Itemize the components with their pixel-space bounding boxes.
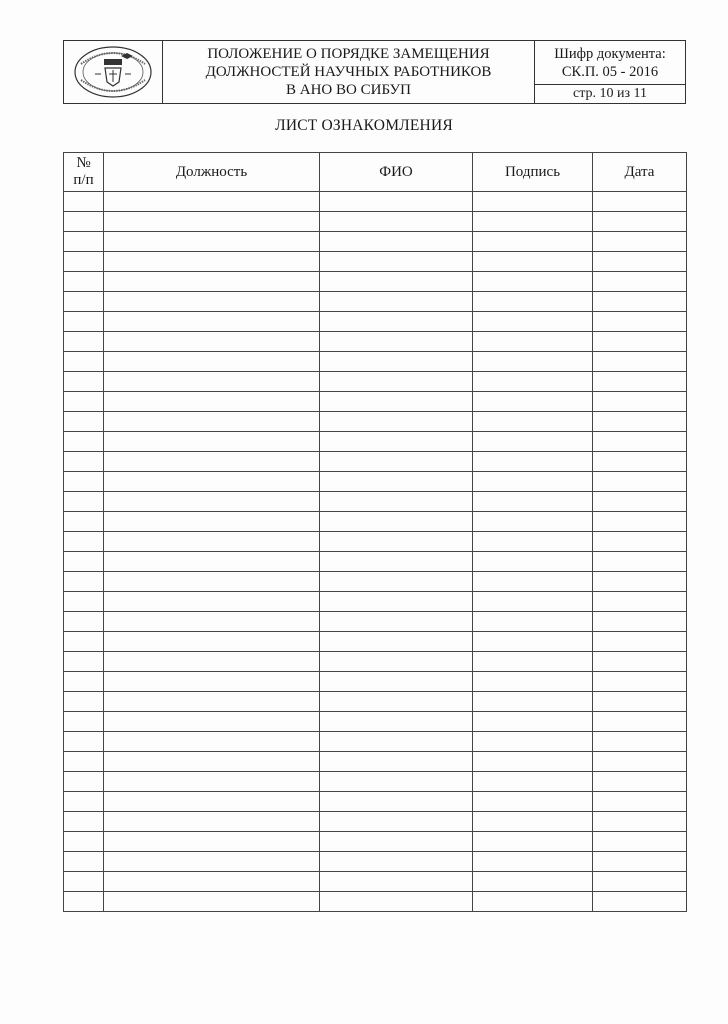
cell-name <box>320 452 473 472</box>
cell-name <box>320 192 473 212</box>
table-body <box>64 192 687 912</box>
cell-number <box>64 872 104 892</box>
cell-date <box>593 632 687 652</box>
cell-position <box>104 212 320 232</box>
cell-date <box>593 392 687 412</box>
cell-date <box>593 512 687 532</box>
cell-signature <box>473 512 593 532</box>
cell-date <box>593 732 687 752</box>
cell-name <box>320 752 473 772</box>
cell-number <box>64 812 104 832</box>
document-title <box>163 41 535 103</box>
cell-position <box>104 872 320 892</box>
column-header-date: Дата <box>593 153 687 192</box>
cell-date <box>593 332 687 352</box>
cell-number <box>64 752 104 772</box>
table-row <box>64 832 687 852</box>
cell-number <box>64 352 104 372</box>
cell-date <box>593 352 687 372</box>
cell-date <box>593 672 687 692</box>
table-row <box>64 852 687 872</box>
cell-name <box>320 692 473 712</box>
cell-signature <box>473 192 593 212</box>
cell-name <box>320 472 473 492</box>
table-row <box>64 192 687 212</box>
cell-number <box>64 532 104 552</box>
cell-position <box>104 552 320 572</box>
column-header-number: № п/п <box>64 153 104 192</box>
cell-signature <box>473 812 593 832</box>
cell-signature <box>473 492 593 512</box>
cell-position <box>104 372 320 392</box>
cell-name <box>320 812 473 832</box>
table-row <box>64 472 687 492</box>
cell-number <box>64 432 104 452</box>
cell-signature <box>473 372 593 392</box>
cell-date <box>593 752 687 772</box>
cell-position <box>104 512 320 532</box>
cell-number <box>64 412 104 432</box>
cell-number <box>64 852 104 872</box>
cell-date <box>593 532 687 552</box>
cell-signature <box>473 412 593 432</box>
cell-date <box>593 712 687 732</box>
cell-position <box>104 632 320 652</box>
table-row <box>64 412 687 432</box>
cell-signature <box>473 352 593 372</box>
cell-position <box>104 892 320 912</box>
cell-date <box>593 852 687 872</box>
document-code <box>535 41 685 85</box>
cell-signature <box>473 652 593 672</box>
cell-signature <box>473 312 593 332</box>
cell-name <box>320 212 473 232</box>
cell-name <box>320 672 473 692</box>
cell-date <box>593 452 687 472</box>
cell-date <box>593 772 687 792</box>
cell-number <box>64 632 104 652</box>
cell-name <box>320 512 473 532</box>
cell-date <box>593 412 687 432</box>
cell-number <box>64 652 104 672</box>
table-row <box>64 792 687 812</box>
cell-signature <box>473 872 593 892</box>
cell-date <box>593 252 687 272</box>
cell-name <box>320 572 473 592</box>
table-row <box>64 252 687 272</box>
cell-position <box>104 852 320 872</box>
cell-position <box>104 672 320 692</box>
cell-number <box>64 732 104 752</box>
cell-number <box>64 232 104 252</box>
table-row <box>64 772 687 792</box>
cell-number <box>64 552 104 572</box>
cell-name <box>320 872 473 892</box>
cell-signature <box>473 432 593 452</box>
cell-signature <box>473 632 593 652</box>
table-row <box>64 632 687 652</box>
cell-position <box>104 252 320 272</box>
page-info: стр. 10 из 11 <box>572 86 647 101</box>
cell-signature <box>473 332 593 352</box>
cell-position <box>104 792 320 812</box>
cell-name <box>320 252 473 272</box>
cell-name <box>320 292 473 312</box>
cell-signature <box>473 472 593 492</box>
cell-number <box>64 292 104 312</box>
cell-position <box>104 592 320 612</box>
table-row <box>64 672 687 692</box>
cell-date <box>593 292 687 312</box>
cell-signature <box>473 892 593 912</box>
cell-signature <box>473 852 593 872</box>
cell-position <box>104 752 320 772</box>
table-row <box>64 712 687 732</box>
column-header-signature: Подпись <box>473 153 593 192</box>
table-row <box>64 592 687 612</box>
table-row <box>64 392 687 412</box>
cell-date <box>593 812 687 832</box>
cell-position <box>104 192 320 212</box>
table-header-row <box>64 153 687 192</box>
table-row <box>64 372 687 392</box>
table-row <box>64 232 687 252</box>
cell-signature <box>473 532 593 552</box>
cell-number <box>64 372 104 392</box>
cell-name <box>320 732 473 752</box>
table-row <box>64 572 687 592</box>
cell-signature <box>473 292 593 312</box>
title-line-2: ДОЛЖНОСТЕЙ НАУЧНЫХ РАБОТНИКОВ <box>205 64 492 80</box>
cell-number <box>64 212 104 232</box>
cell-position <box>104 832 320 852</box>
cell-name <box>320 792 473 812</box>
document-header <box>63 40 686 104</box>
sheet-title: ЛИСТ ОЗНАКОМЛЕНИЯ <box>275 117 453 134</box>
cell-date <box>593 832 687 852</box>
cell-name <box>320 372 473 392</box>
document-code-cell <box>535 41 685 103</box>
cell-signature <box>473 712 593 732</box>
cell-number <box>64 452 104 472</box>
cell-number <box>64 672 104 692</box>
cell-number <box>64 252 104 272</box>
cell-date <box>593 592 687 612</box>
cell-signature <box>473 672 593 692</box>
university-logo <box>71 44 155 100</box>
cell-position <box>104 532 320 552</box>
cell-signature <box>473 272 593 292</box>
cell-position <box>104 692 320 712</box>
logo-cell <box>64 41 163 103</box>
cell-name <box>320 432 473 452</box>
cell-name <box>320 852 473 872</box>
cell-signature <box>473 772 593 792</box>
acknowledgement-table <box>63 152 687 912</box>
cell-signature <box>473 392 593 412</box>
code-label: Шифр документа: <box>554 45 666 62</box>
cell-date <box>593 692 687 712</box>
cell-position <box>104 312 320 332</box>
table-row <box>64 212 687 232</box>
code-value: СК.П. 05 - 2016 <box>561 63 659 80</box>
cell-position <box>104 712 320 732</box>
cell-signature <box>473 592 593 612</box>
cell-signature <box>473 692 593 712</box>
cell-number <box>64 272 104 292</box>
cell-name <box>320 712 473 732</box>
cell-name <box>320 232 473 252</box>
table-row <box>64 452 687 472</box>
cell-position <box>104 652 320 672</box>
cell-name <box>320 592 473 612</box>
cell-signature <box>473 212 593 232</box>
cell-date <box>593 552 687 572</box>
cell-date <box>593 472 687 492</box>
cell-signature <box>473 752 593 772</box>
cell-name <box>320 332 473 352</box>
cell-signature <box>473 452 593 472</box>
cell-position <box>104 772 320 792</box>
cell-date <box>593 192 687 212</box>
table-row <box>64 352 687 372</box>
cell-number <box>64 492 104 512</box>
cell-name <box>320 352 473 372</box>
cell-signature <box>473 552 593 572</box>
table-row <box>64 292 687 312</box>
cell-position <box>104 272 320 292</box>
cell-position <box>104 412 320 432</box>
cell-name <box>320 532 473 552</box>
cell-number <box>64 792 104 812</box>
cell-date <box>593 272 687 292</box>
cell-number <box>64 472 104 492</box>
cell-position <box>104 572 320 592</box>
cell-position <box>104 432 320 452</box>
cell-date <box>593 232 687 252</box>
table-row <box>64 272 687 292</box>
cell-date <box>593 792 687 812</box>
cell-position <box>104 812 320 832</box>
cell-signature <box>473 732 593 752</box>
cell-name <box>320 312 473 332</box>
cell-number <box>64 572 104 592</box>
cell-signature <box>473 612 593 632</box>
cell-position <box>104 612 320 632</box>
table-row <box>64 892 687 912</box>
cell-number <box>64 692 104 712</box>
table-row <box>64 432 687 452</box>
column-header-position: Должность <box>104 153 320 192</box>
cell-date <box>593 652 687 672</box>
cell-date <box>593 612 687 632</box>
cell-number <box>64 592 104 612</box>
title-line-1: ПОЛОЖЕНИЕ О ПОРЯДКЕ ЗАМЕЩЕНИЯ <box>207 46 490 62</box>
cell-date <box>593 312 687 332</box>
cell-number <box>64 612 104 632</box>
cell-position <box>104 472 320 492</box>
title-line-3: В АНО ВО СИБУП <box>286 82 411 98</box>
cell-name <box>320 632 473 652</box>
cell-position <box>104 232 320 252</box>
table-row <box>64 752 687 772</box>
cell-name <box>320 412 473 432</box>
cell-date <box>593 872 687 892</box>
table-row <box>64 532 687 552</box>
cell-date <box>593 572 687 592</box>
table-row <box>64 872 687 892</box>
cell-position <box>104 452 320 472</box>
cell-name <box>320 832 473 852</box>
cell-signature <box>473 252 593 272</box>
cell-date <box>593 892 687 912</box>
cell-name <box>320 652 473 672</box>
cell-signature <box>473 832 593 852</box>
cell-signature <box>473 572 593 592</box>
cell-number <box>64 712 104 732</box>
cell-number <box>64 892 104 912</box>
table-row <box>64 332 687 352</box>
table-row <box>64 492 687 512</box>
cell-number <box>64 332 104 352</box>
cell-date <box>593 432 687 452</box>
table-row <box>64 692 687 712</box>
table-row <box>64 612 687 632</box>
cell-name <box>320 612 473 632</box>
cell-date <box>593 372 687 392</box>
cell-position <box>104 392 320 412</box>
cell-number <box>64 392 104 412</box>
table-row <box>64 312 687 332</box>
cell-signature <box>473 792 593 812</box>
cell-position <box>104 492 320 512</box>
cell-number <box>64 772 104 792</box>
table-row <box>64 652 687 672</box>
table-row <box>64 512 687 532</box>
cell-number <box>64 832 104 852</box>
table-row <box>64 812 687 832</box>
column-header-name: ФИО <box>320 153 473 192</box>
cell-date <box>593 212 687 232</box>
table-row <box>64 732 687 752</box>
cell-number <box>64 192 104 212</box>
cell-position <box>104 292 320 312</box>
cell-position <box>104 732 320 752</box>
cell-name <box>320 772 473 792</box>
cell-name <box>320 392 473 412</box>
cell-number <box>64 312 104 332</box>
cell-name <box>320 552 473 572</box>
table-row <box>64 552 687 572</box>
cell-position <box>104 332 320 352</box>
cell-name <box>320 272 473 292</box>
cell-signature <box>473 232 593 252</box>
cell-number <box>64 512 104 532</box>
cell-date <box>593 492 687 512</box>
cell-name <box>320 492 473 512</box>
cell-name <box>320 892 473 912</box>
cell-position <box>104 352 320 372</box>
